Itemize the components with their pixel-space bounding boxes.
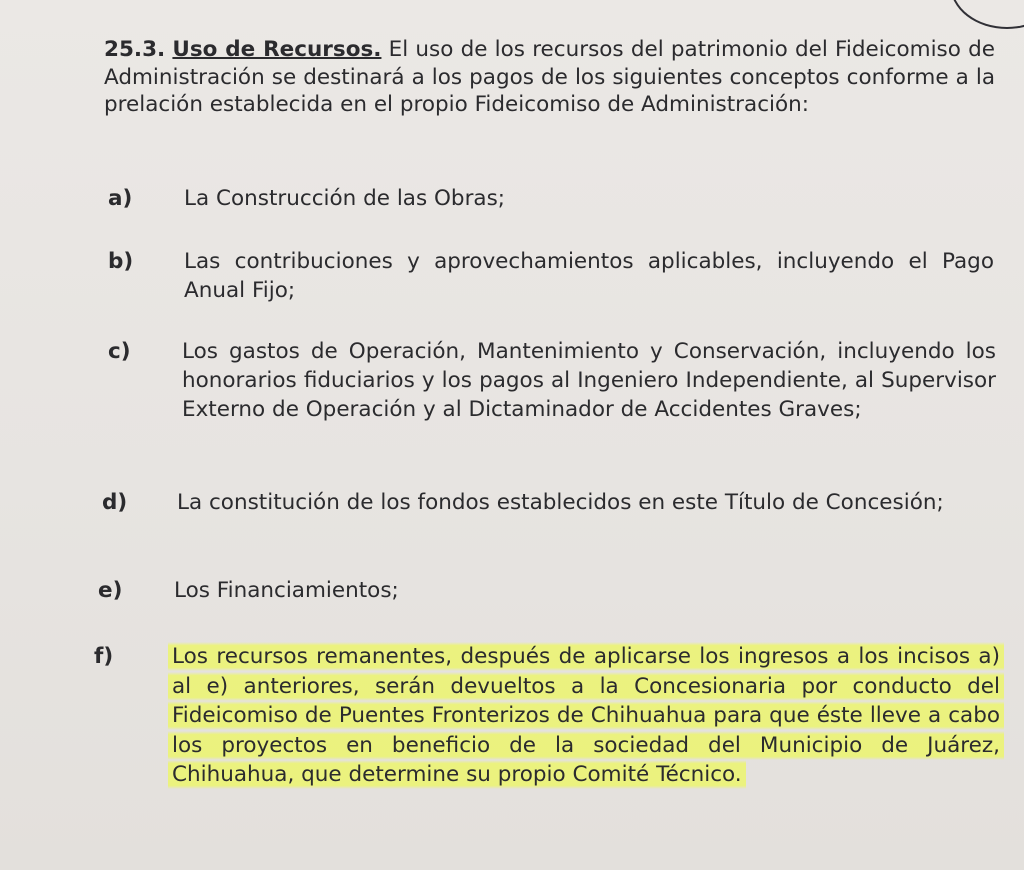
item-label: b) [108,249,134,274]
section-title: Uso de Recursos. [172,37,382,62]
section-paragraph [30,36,995,119]
item-label: c) [108,339,131,364]
item-text: La Construcción de las Obras; [184,186,506,211]
section-intro [30,36,995,119]
handwritten-mark [950,0,1024,29]
section-intro-text: El uso de los recursos del patrimonio del Fideicomiso de Administración se destinará a los pagos de los siguientes conceptos conforme a la prelación establecida en el propio Fideicomiso de Administración: [104,37,995,117]
item-text: La constitución de los fondos establecidos en este Título de Concesión; [177,490,944,515]
section-number: 25.3. [104,37,166,62]
item-text: Las contribuciones y aprovechamientos aplicables, incluyendo el Pago Anual Fijo; [184,249,994,303]
item-text: Los Financiamientos; [174,578,399,603]
item-text: Los gastos de Operación, Mantenimiento y Conservación, incluyendo los honorarios fiduciarios y los pagos al Ingeniero Independiente, al Supervisor Externo de Operación y al Dictaminador de Accidentes Graves; [182,339,996,422]
item-label: a) [108,186,133,211]
highlighted-text: Los recursos remanentes, después de aplicarse los ingresos a los incisos a) al e) anteriores, serán devueltos a la Concesionaria por conducto del Fideicomiso de Puentes Fronterizos de Chihuahua para que éste lleve a cabo los proyectos en beneficio de la sociedad del Municipio de Juárez, Chihuahua, que determine su propio Comité Técnico. [168,642,1004,789]
item-label: d) [102,490,128,515]
item-label: e) [98,578,123,603]
item-label: f) [94,644,114,669]
item-text-highlighted [168,642,1004,790]
